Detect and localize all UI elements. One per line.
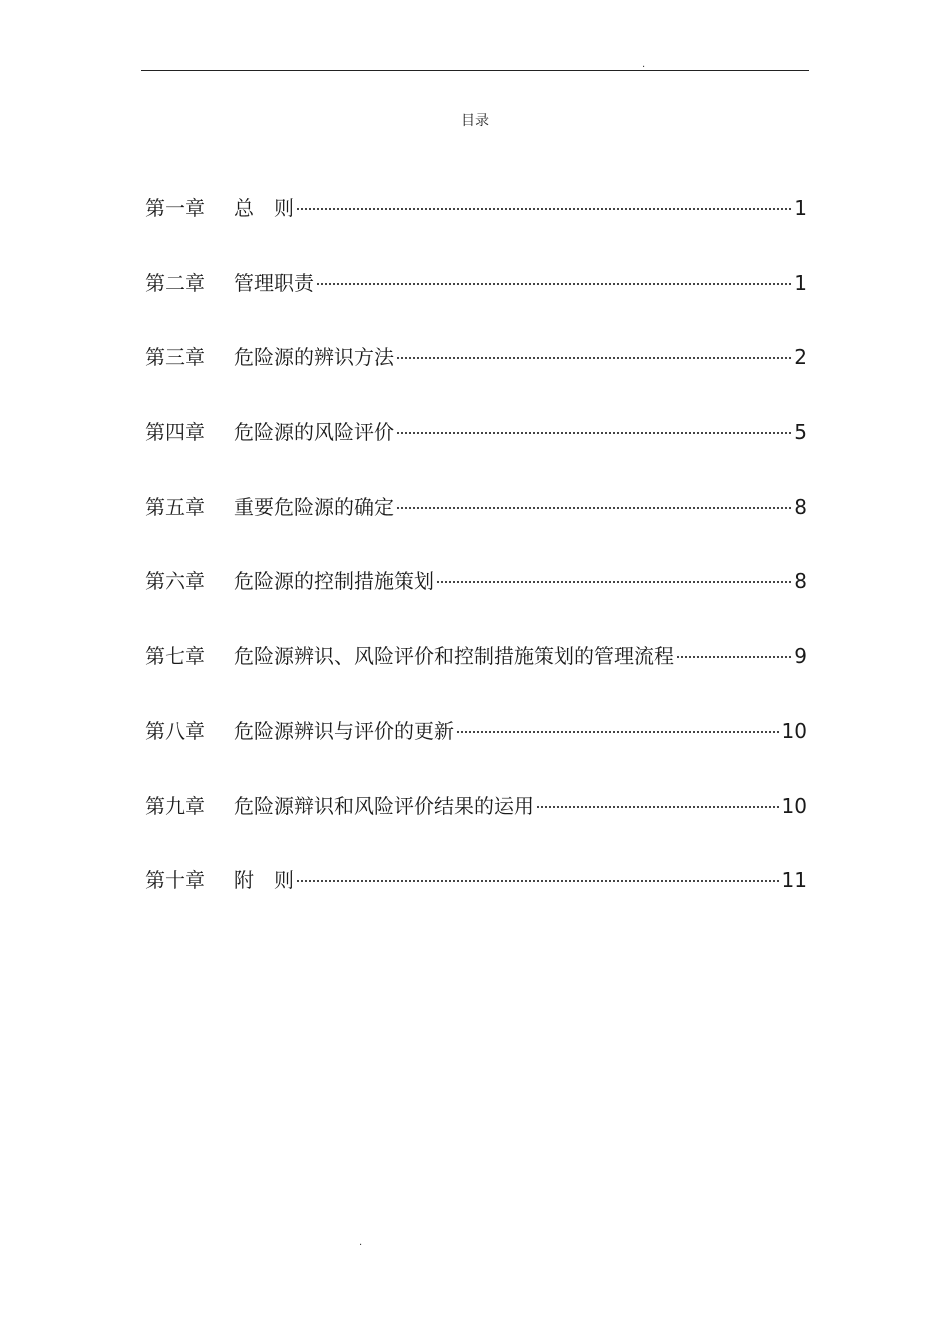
toc-chapter-label: 第一章 — [145, 196, 205, 220]
toc-chapter-label: 第五章 — [145, 494, 205, 519]
toc-dot-leader — [297, 208, 791, 210]
toc-chapter-label: 第七章 — [145, 644, 205, 669]
toc-dot-leader — [317, 283, 791, 285]
toc-page-number: 5 — [794, 420, 807, 445]
toc-dot-leader — [457, 731, 779, 733]
toc-entry-chapter-1[interactable] — [145, 192, 807, 267]
toc-chapter-title: 危险源的控制措施策划 — [234, 569, 434, 594]
toc-chapter-title: 危险源的辨识方法 — [234, 345, 394, 370]
toc-entry-chapter-3[interactable] — [145, 341, 807, 416]
toc-dot-leader — [397, 432, 791, 434]
toc-chapter-label: 第九章 — [145, 793, 205, 818]
toc-chapter-title: 危险源辨识与评价的更新 — [234, 718, 454, 743]
toc-chapter-title: 危险源辨识、风险评价和控制措施策划的管理流程 — [234, 644, 674, 669]
toc-entry-chapter-5[interactable] — [145, 491, 807, 566]
toc-page-number: 8 — [794, 494, 807, 519]
toc-page-number: 1 — [794, 196, 807, 220]
toc-entry-chapter-7[interactable] — [145, 640, 807, 715]
header-rule — [141, 70, 809, 71]
table-of-contents — [145, 192, 807, 939]
toc-chapter-title: 危险源辩识和风险评价结果的运用 — [234, 793, 534, 818]
toc-entry-chapter-4[interactable] — [145, 416, 807, 491]
toc-page-number: 10 — [781, 718, 807, 743]
toc-title: 目录 — [461, 113, 489, 129]
toc-chapter-label: 第六章 — [145, 569, 205, 594]
toc-dot-leader — [537, 806, 779, 808]
toc-dot-leader — [677, 656, 791, 658]
toc-page-number: 11 — [781, 868, 807, 893]
toc-page-number: 2 — [794, 345, 807, 370]
toc-chapter-label: 第十章 — [145, 868, 205, 893]
toc-chapter-title: 总 则 — [234, 196, 294, 220]
toc-dot-leader — [397, 357, 791, 359]
toc-chapter-title: 危险源的风险评价 — [234, 420, 394, 445]
toc-chapter-label: 第八章 — [145, 718, 205, 743]
toc-entry-chapter-10[interactable] — [145, 864, 807, 939]
toc-entry-chapter-6[interactable] — [145, 565, 807, 640]
toc-chapter-label: 第四章 — [145, 420, 205, 445]
toc-dot-leader — [437, 581, 791, 583]
toc-page-number: 10 — [781, 793, 807, 818]
toc-chapter-label: 第三章 — [145, 345, 205, 370]
toc-page-number: 8 — [794, 569, 807, 594]
toc-entry-chapter-8[interactable] — [145, 715, 807, 790]
toc-page-number: 9 — [794, 644, 807, 669]
header-dot: . — [642, 59, 646, 70]
toc-page-number: 1 — [794, 270, 807, 295]
toc-dot-leader — [297, 880, 779, 882]
toc-chapter-title: 重要危险源的确定 — [234, 494, 394, 519]
toc-chapter-label: 第二章 — [145, 270, 205, 295]
toc-chapter-title: 附 则 — [234, 868, 294, 893]
toc-dot-leader — [397, 507, 791, 509]
footer-dot: . — [359, 1237, 363, 1248]
toc-entry-chapter-9[interactable] — [145, 790, 807, 865]
toc-chapter-title: 管理职责 — [234, 270, 314, 295]
toc-entry-chapter-2[interactable] — [145, 267, 807, 342]
